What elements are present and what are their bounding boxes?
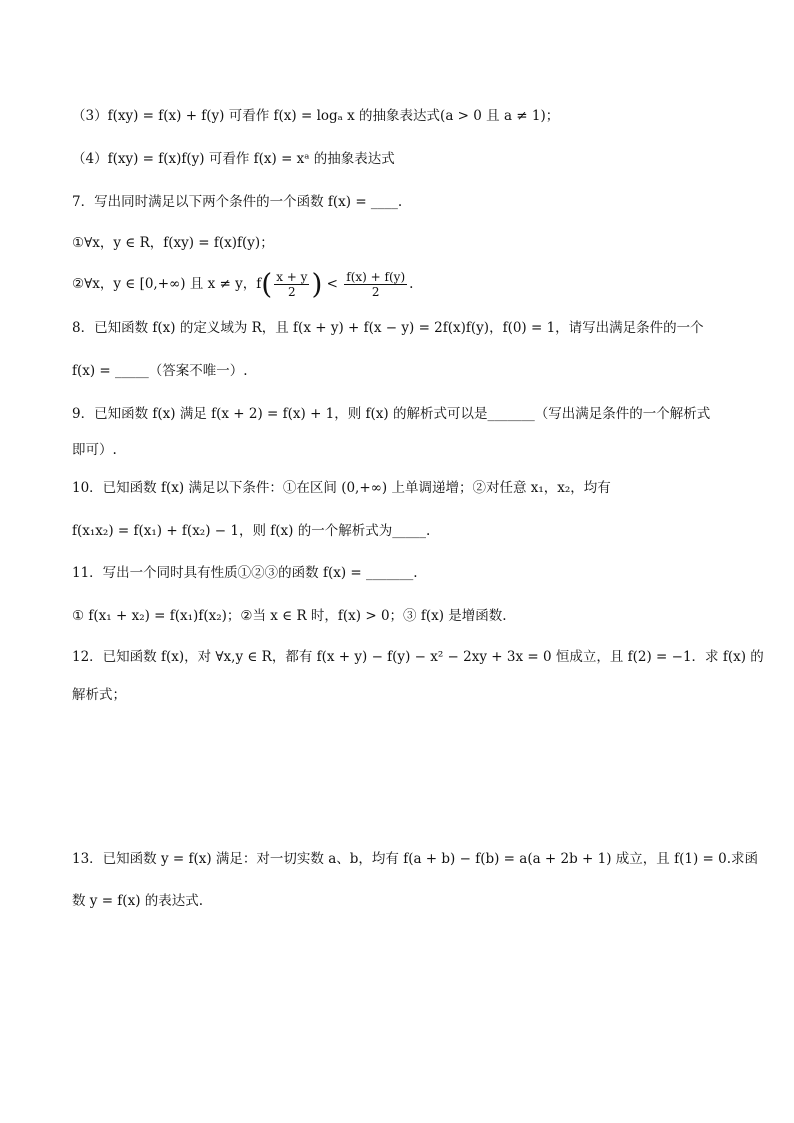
question-10: 10．已知函数 f(x) 满足以下条件：①在区间 (0,+∞) 上单调递增；②对任意 x₁，x₂，均有 bbox=[72, 480, 611, 496]
condition-2-prefix: ②∀x，y ∈ [0,+∞) 且 x ≠ y，f bbox=[72, 276, 262, 292]
question-9-continued: 即可）. bbox=[72, 442, 117, 458]
question-10-continued: f(x₁x₂) = f(x₁) + f(x₂) − 1，则 f(x) 的一个解析式为_____. bbox=[72, 523, 431, 539]
fraction-denominator: 2 bbox=[288, 285, 296, 299]
question-12: 12．已知函数 f(x)，对 ∀x,y ∈ R，都有 f(x + y) − f(y) − x² − 2xy + 3x = 0 恒成立，且 f(2) = −1．求 f(x) 的 bbox=[72, 649, 764, 665]
question-11-properties: ① f(x₁ + x₂) = f(x₁)f(x₂)；②当 x ∈ R 时，f(x) > 0；③ f(x) 是增函数. bbox=[72, 608, 507, 624]
fraction-x-plus-y-over-2 bbox=[274, 270, 309, 299]
question-8-continued: f(x) = _____（答案不唯一）. bbox=[72, 363, 248, 379]
fraction-fx-plus-fy-over-2 bbox=[344, 270, 407, 299]
question-13: 13．已知函数 y = f(x) 满足：对一切实数 a、b，均有 f(a + b) − f(b) = a(a + 2b + 1) 成立，且 f(1) = 0.求函 bbox=[72, 851, 758, 867]
question-12-continued: 解析式； bbox=[72, 687, 126, 703]
fraction-numerator: x + y bbox=[276, 270, 308, 284]
text-line-4: （4）f(xy) = f(x)f(y) 可看作 f(x) = xᵃ 的抽象表达式 bbox=[72, 151, 395, 167]
question-11: 11．写出一个同时具有性质①②③的函数 f(x) = _______. bbox=[72, 565, 418, 581]
fraction-denominator: 2 bbox=[371, 285, 380, 299]
question-7: 7．写出同时满足以下两个条件的一个函数 f(x) = ____. bbox=[72, 194, 403, 210]
less-than-sign: < bbox=[326, 276, 338, 292]
question-8: 8．已知函数 f(x) 的定义域为 R，且 f(x + y) + f(x − y) = 2f(x)f(y)，f(0) = 1，请写出满足条件的一个 bbox=[72, 320, 704, 336]
text-line-3: （3）f(xy) = f(x) + f(y) 可看作 f(x) = logₐ x 的抽象表达式(a > 0 且 a ≠ 1)； bbox=[72, 108, 560, 124]
fraction-numerator: f(x) + f(y) bbox=[346, 270, 406, 284]
question-9: 9．已知函数 f(x) 满足 f(x + 2) = f(x) + 1，则 f(x) 的解析式可以是_______（写出满足条件的一个解析式 bbox=[72, 406, 711, 422]
question-7-condition-1: ①∀x，y ∈ R，f(xy) = f(x)f(y)； bbox=[72, 235, 274, 251]
left-paren: ( bbox=[261, 267, 273, 301]
right-paren: ) bbox=[311, 267, 323, 301]
question-13-continued: 数 y = f(x) 的表达式. bbox=[72, 893, 204, 909]
question-7-condition-2: ②∀x，y ∈ [0,+∞) 且 x ≠ y，f( $\frac{x + y}{2}$ ) < $\frac{f(x) + f(y)}{2}$ . bbox=[72, 267, 414, 301]
